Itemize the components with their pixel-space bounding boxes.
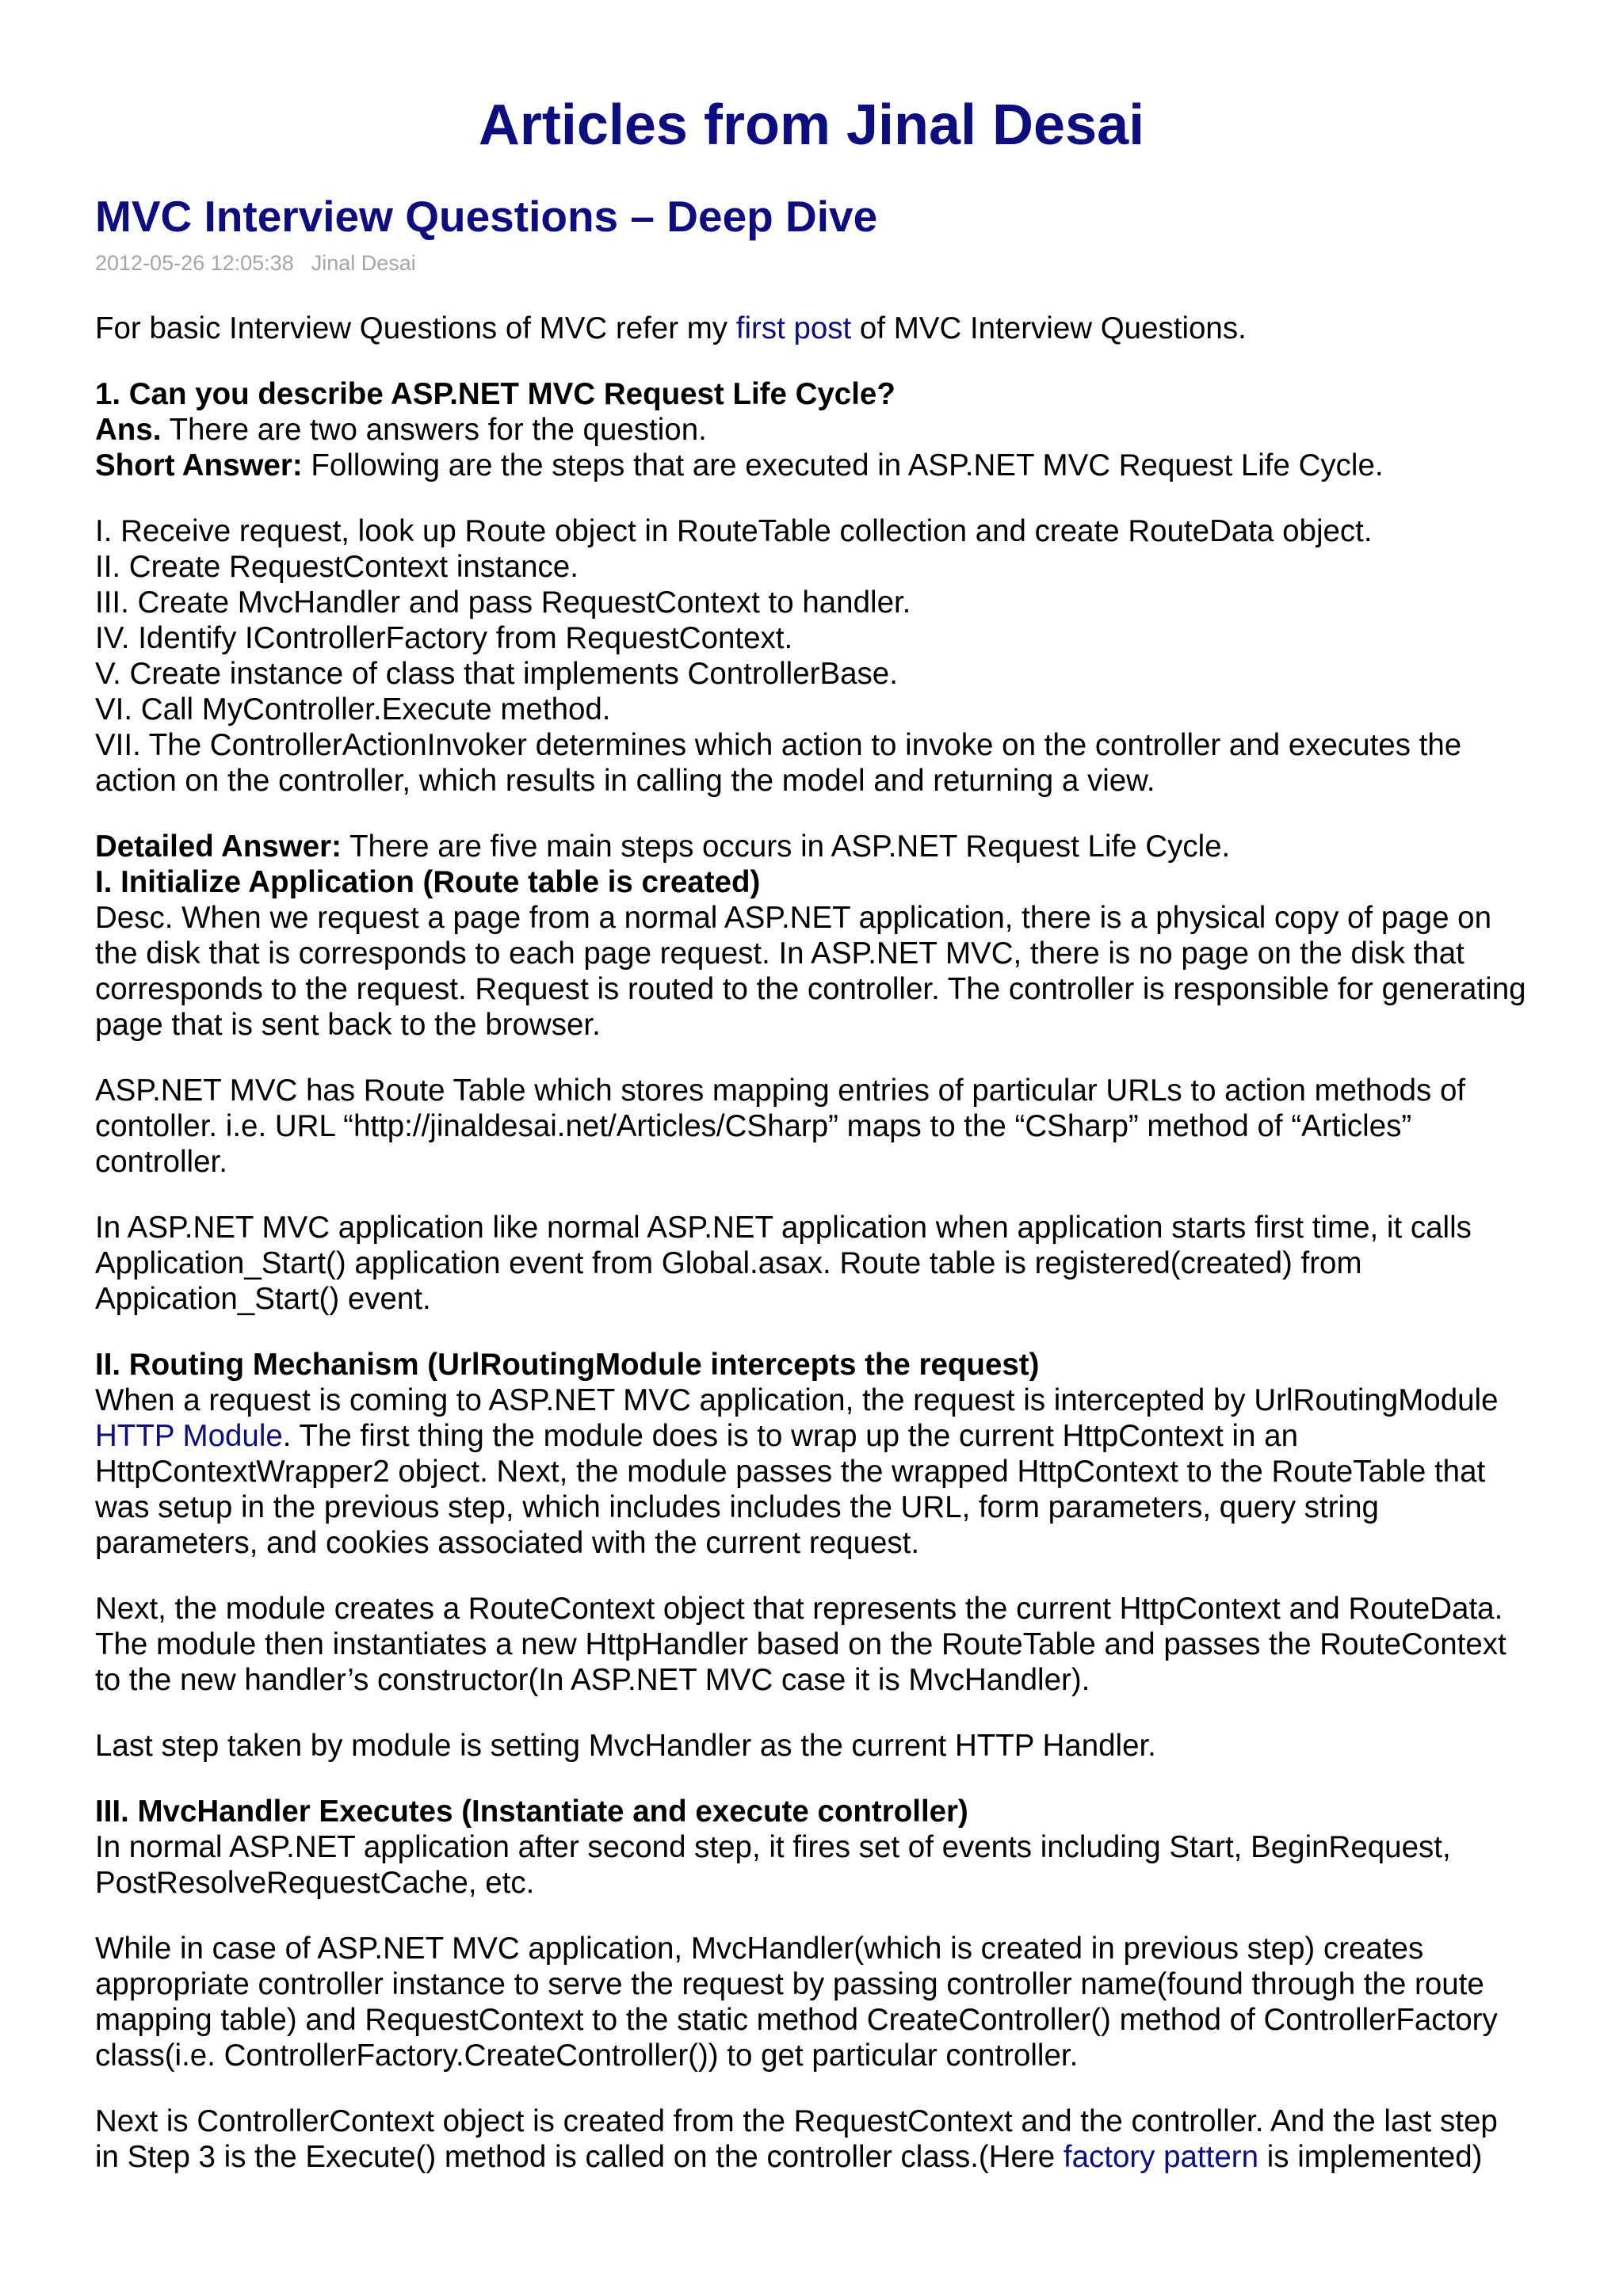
section-1-paragraph-1: Desc. When we request a page from a normal ASP.NET application, there is a physical copy of page on the disk that is corresponds to each page request. In ASP.NET MVC, there is no page on the disk that corresponds to the request. Request is routed to the controller. The controller is responsible for generating page that is sent back to the browser.	[95, 901, 1526, 1042]
question-1-text: 1. Can you describe ASP.NET MVC Request Life Cycle?	[95, 377, 896, 411]
intro-paragraph	[95, 311, 1528, 346]
list-item: V. Create instance of class that implements ControllerBase.	[95, 657, 898, 691]
list-item: VI. Call MyController.Execute method.	[95, 692, 611, 727]
detailed-answer	[95, 829, 1528, 864]
list-item: I. Receive request, look up Route object in RouteTable collection and create RouteData object.	[95, 514, 1373, 548]
page	[95, 0, 1528, 2175]
intro-text: For basic Interview Questions of MVC refer my	[95, 311, 736, 345]
post-meta	[95, 249, 1528, 277]
section-3-heading-text: III. MvcHandler Executes (Instantiate and execute controller)	[95, 1794, 968, 1829]
short-answer	[95, 448, 1528, 483]
steps-list	[95, 513, 1528, 799]
answer-label: Ans.	[95, 413, 162, 447]
answer-text: There are two answers for the question.	[161, 413, 707, 447]
section-3-paragraph-2: While in case of ASP.NET MVC application, MvcHandler(which is created in previous step) creates appropriate controller instance to serve the request by passing controller name(found through the route mapping table) and RequestContext to the static method CreateController() method of ControllerFactory class(i.e. ControllerFactory.CreateController()) to get particular controller.	[95, 1932, 1498, 2073]
article-body	[95, 311, 1528, 2175]
list-item: III. Create MvcHandler and pass RequestContext to handler.	[95, 585, 911, 620]
list-item: VII. The ControllerActionInvoker determines which action to invoke on the controller and executes the action on the controller, which results in calling the model and returning a view.	[95, 728, 1462, 798]
http-module-link[interactable]: HTTP Module	[95, 1419, 283, 1453]
list-item: II. Create RequestContext instance.	[95, 550, 579, 584]
question-1	[95, 376, 1528, 412]
factory-pattern-link[interactable]: factory pattern	[1063, 2140, 1258, 2174]
list-item: IV. Identify IControllerFactory from RequestContext.	[95, 621, 793, 655]
section-2-text-a: When a request is coming to ASP.NET MVC application, the request is intercepted by UrlRoutingModule	[95, 1383, 1499, 1417]
section-2-paragraph-2: Next, the module creates a RouteContext object that represents the current HttpContext and RouteData. The module then instantiates a new HttpHandler based on the RouteTable and passes the RouteContext to the new handler’s constructor(In ASP.NET MVC case it is MvcHandler).	[95, 1592, 1507, 1697]
section-3-text-b: is implemented)	[1258, 2140, 1483, 2174]
first-post-link[interactable]: first post	[735, 311, 852, 345]
answer-line	[95, 412, 1528, 448]
post-author: Jinal Desai	[311, 251, 416, 275]
section-2-text-b: . The first thing the module does is to wrap up the current HttpContext in an HttpContextWrapper2 object. Next, the module passes the wrapped HttpContext to the RouteTable that was setup in the previous step, which includes includes the URL, form parameters, query string parameters, and cookies associated with the current request.	[95, 1419, 1486, 1560]
section-1-paragraph-2: ASP.NET MVC has Route Table which stores mapping entries of particular URLs to action methods of contoller. i.e. URL “http://jinaldesai.net/Articles/CSharp” maps to the “CSharp” method of “Articles” controller.	[95, 1074, 1466, 1179]
section-3-heading	[95, 1794, 1528, 1829]
post-title[interactable]: MVC Interview Questions – Deep Dive	[95, 192, 878, 241]
section-3-paragraph-3	[95, 2103, 1528, 2175]
short-answer-label: Short Answer:	[95, 448, 303, 482]
intro-text-end: of MVC Interview Questions.	[851, 311, 1247, 345]
section-3-text-a: Next is ControllerContext object is created from the RequestContext and the controller. And the last step in Step 3 is the Execute() method is called on the controller class.(Here	[95, 2104, 1498, 2174]
section-2-paragraph-1	[95, 1383, 1528, 1561]
section-2-paragraph-3: Last step taken by module is setting MvcHandler as the current HTTP Handler.	[95, 1729, 1156, 1763]
section-1-paragraph-3: In ASP.NET MVC application like normal ASP.NET application when application starts first time, it calls Application_Start() application event from Global.asax. Route table is registered(created) from Appication_Start() event.	[95, 1211, 1472, 1316]
section-2-heading	[95, 1347, 1528, 1383]
site-title: Articles from Jinal Desai	[478, 93, 1145, 157]
short-answer-text: Following are the steps that are executed in ASP.NET MVC Request Life Cycle.	[302, 448, 1384, 482]
section-2-heading-text: II. Routing Mechanism (UrlRoutingModule intercepts the request)	[95, 1348, 1040, 1382]
detailed-answer-label: Detailed Answer:	[95, 830, 342, 864]
section-1-heading-text: I. Initialize Application (Route table is created)	[95, 865, 761, 899]
section-3-paragraph-1: In normal ASP.NET application after second step, it fires set of events including Start, BeginRequest, PostResolveRequestCache, etc.	[95, 1830, 1451, 1900]
post-date: 2012-05-26 12:05:38	[95, 251, 294, 275]
detailed-answer-text: There are five main steps occurs in ASP.NET Request Life Cycle.	[341, 830, 1231, 864]
section-1-heading	[95, 864, 1528, 900]
